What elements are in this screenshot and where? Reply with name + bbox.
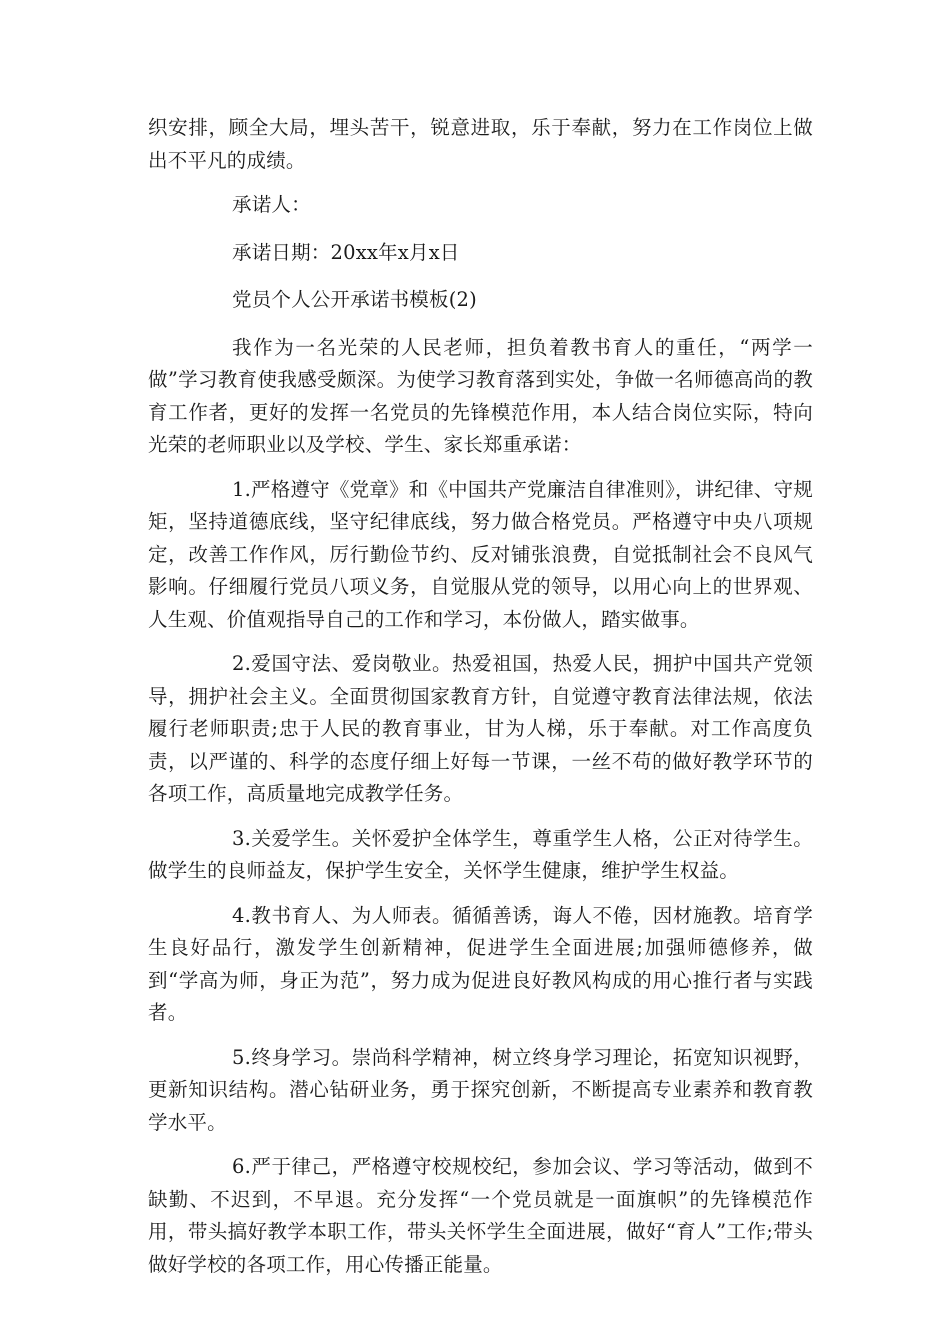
- promise-date: 承诺日期：20xx年x月x日: [232, 240, 460, 264]
- document-body: [148, 112, 813, 1293]
- promisor-label: 承诺人：: [232, 193, 311, 216]
- section-title: 党员个人公开承诺书模板(2): [232, 288, 477, 311]
- commitment-item-2: 2.爱国守法、爱岗敬业。热爱祖国，热爱人民，拥护中国共产党领导，拥护社会主义。全面贯彻国家教育方针，自觉遵守教育法律法规，依法履行老师职责;忠于人民的教育事业，甘为人梯，乐于奉献。对工作高度负责，以严谨的、科学的态度仔细上好每一节课，一丝不苟的做好教学环节的各项工作，高质量地完成教学任务。: [148, 652, 813, 805]
- commitment-item-3: 3.关爱学生。关怀爱护全体学生，尊重学生人格，公正对待学生。做学生的良师益友，保护学生安全，关怀学生健康，维护学生权益。: [148, 826, 813, 882]
- commitment-item-6: 6.严于律己，严格遵守校规校纪，参加会议、学习等活动，做到不缺勤、不迟到，不早退。充分发挥“一个党员就是一面旗帜”的先锋模范作用，带头搞好教学本职工作，带头关怀学生全面进展，做好“育人”工作;带头做好学校的各项工作，用心传播正能量。: [148, 1155, 813, 1276]
- intro-paragraph: 织安排，顾全大局，埋头苦干，锐意进取，乐于奉献，努力在工作岗位上做出不平凡的成绩。: [148, 116, 813, 172]
- commitment-item-4: 4.教书育人、为人师表。循循善诱，诲人不倦，因材施教。培育学生良好品行，激发学生创新精神，促进学生全面进展;加强师德修养，做到“学高为师，身正为范”，努力成为促进良好教风构成的用心推行者与实践者。: [148, 903, 813, 1024]
- commitment-item-5: 5.终身学习。崇尚科学精神，树立终身学习理论，拓宽知识视野，更新知识结构。潜心钻研业务，勇于探究创新，不断提高专业素养和教育教学水平。: [148, 1045, 813, 1134]
- body-paragraph: 我作为一名光荣的人民老师，担负着教书育人的重任，“两学一做”学习教育使我感受颇深。为使学习教育落到实处，争做一名师德高尚的教育工作者，更好的发挥一名党员的先锋模范作用，本人结合岗位实际，特向光荣的老师职业以及学校、学生、家长郑重承诺：: [148, 335, 813, 456]
- commitment-item-1: 1.严格遵守《党章》和《中国共产党廉洁自律准则》，讲纪律、守规矩，坚持道德底线，坚守纪律底线，努力做合格党员。严格遵守中央八项规定，改善工作作风，厉行勤俭节约、反对铺张浪费，自觉抵制社会不良风气影响。仔细履行党员八项义务，自觉服从党的领导，以用心向上的世界观、人生观、价值观指导自己的工作和学习，本份做人，踏实做事。: [148, 477, 813, 631]
